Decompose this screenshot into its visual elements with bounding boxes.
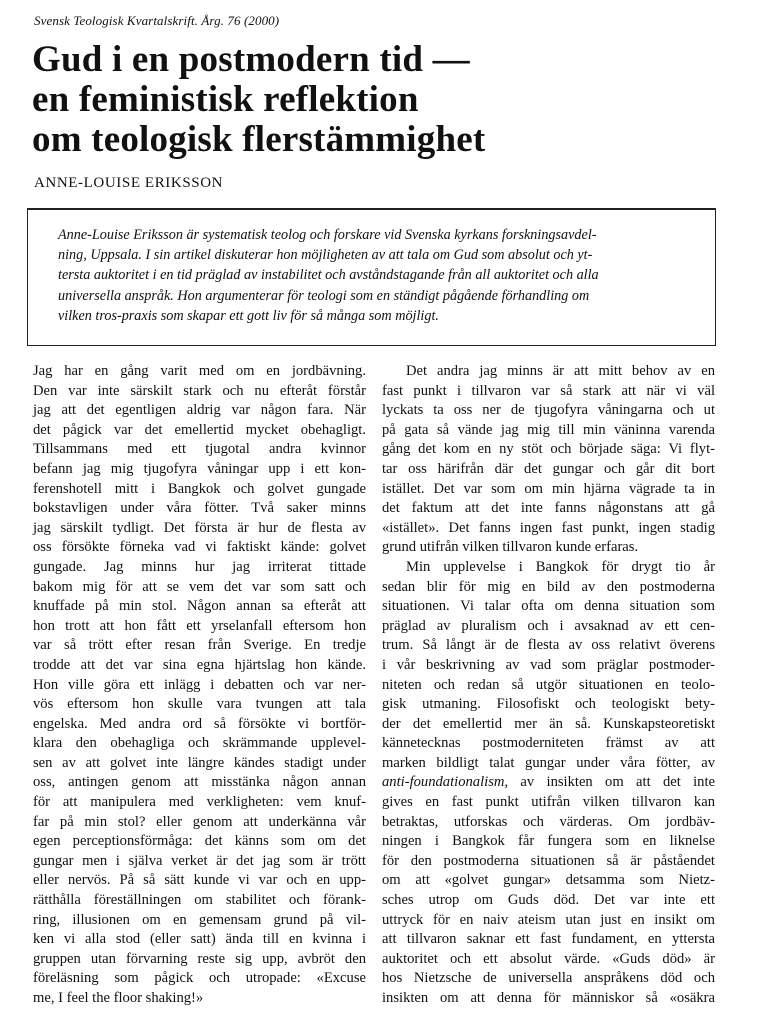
- body-line: niteten och redan så utgör situationen en teolo-: [382, 676, 715, 693]
- article-title: [32, 40, 485, 160]
- body-line: ken vi alla stod (eller satt) ända till en kvinna i: [33, 931, 366, 948]
- body-line: hos Nietzsche de universella anspråkens död och: [382, 970, 715, 987]
- body-line: grund utifrån vilken tillvaron kunde erfaras.: [382, 539, 639, 556]
- body-line: engelska. Med andra ord så försökte vi bortför-: [33, 715, 366, 732]
- body-line: situationen. Vi talar ofta om denna situation som: [382, 598, 715, 615]
- abstract-line: tersta auktoritet i en tid präglad av instabilitet och avståndstagande från all auktoritet och alla: [58, 267, 599, 284]
- body-line: egen perceptionsförmåga: det känns som om det: [33, 833, 366, 850]
- body-line: rätthålla föreställningen om stabilitet och förank-: [33, 892, 366, 909]
- body-line: hon trott att hon fått ett yrselanfall eftersom hon: [33, 617, 366, 634]
- body-line: Hon ville göra ett inlägg i debatten och var ner-: [33, 676, 366, 693]
- body-line: bakom mig för att se vem det var som satt och: [33, 578, 366, 595]
- body-line: vös eftersom hon skulle vara tvungen att tala: [33, 696, 366, 713]
- body-line: sen av att golvet inte längre kändes stadigt under: [33, 754, 366, 771]
- body-line: [382, 773, 715, 793]
- body-line: befann jag mig tjugofyra våningar upp i ett kon-: [33, 460, 366, 477]
- title-line: om teologisk flerstämmighet: [32, 119, 486, 160]
- abstract-line: universella anspråk. Hon argumenterar för teologi som en ständigt pågående förhandling om: [58, 287, 590, 304]
- body-line: trum. Så långt är de flesta av oss relativt överens: [382, 637, 715, 654]
- body-line: sches utrop om Guds död. Det var inte ett: [382, 892, 715, 909]
- body-line: bokstavligen under våra fötter. Två saker minns: [33, 500, 366, 517]
- body-line: oss, antingen genom att misstänka någon annan: [33, 774, 366, 791]
- abstract-line: vilken tros-praxis som skapar ett gott liv för så många som möjligt.: [58, 307, 439, 324]
- body-line: eller nervös. På så sätt kunde vi var och en upp-: [33, 872, 366, 889]
- body-line: fast punkt i tillvaron var så stark att när vi väl: [382, 382, 715, 399]
- body-line: präglad av pluralism och i avsaknad av ett cen-: [382, 617, 715, 634]
- abstract-box: [27, 208, 716, 346]
- body-line: på gata så vände jag mig till min väninna varenda: [382, 421, 715, 438]
- body-line: insikten om att denna för människor så «osäkra: [382, 990, 715, 1006]
- body-line: klara den obehagliga och skrämmande upplevel-: [33, 735, 366, 752]
- body-line: föreläsning som pågick och utropade: «Excuse: [33, 970, 366, 987]
- body-line: Det andra jag minns är att mitt behov av en: [406, 363, 715, 379]
- body-line: «istället». Det fanns ingen fast punkt, ingen stadig: [382, 519, 715, 536]
- body-line: ring, illusionen om en gemensam grund på vil-: [33, 911, 366, 928]
- body-line: der det emellertid mer än så. Kunskapsteoretiskt: [382, 715, 715, 732]
- body-line: var så trött efter resan från Sverige. En tredje: [33, 637, 366, 654]
- body-line: marken bildligt talat gungar under våra fötter, av: [382, 754, 715, 771]
- body-column-left: [33, 362, 366, 1009]
- italic-term: anti-foundationalism: [382, 774, 505, 791]
- body-column-right: [382, 362, 715, 1009]
- body-line: far på min stol? eller genom att underkänna vår: [33, 813, 366, 830]
- body-line: för att manipulera med verkligheten: vem knuf-: [33, 794, 366, 811]
- body-line: det faktum att det inte fanns någonstans att gå: [382, 500, 715, 517]
- body-line: Jag har en gång varit med om en jordbävning.: [33, 363, 366, 379]
- running-head: Svensk Teologisk Kvartalskrift. Årg. 76 (2000): [34, 13, 280, 28]
- body-line: gungar men i själva verket är det jag som är trött: [33, 852, 366, 869]
- body-line: istället. Det var som om min hjärna vägrade ta in: [382, 480, 715, 497]
- body-line: ningen i Bangkok får fungera som en liknelse: [382, 833, 715, 850]
- body-line: för den postmoderna situationen så är påståendet: [382, 852, 715, 869]
- title-line: en feministisk reflektion: [32, 79, 419, 120]
- body-line: kännetecknas postmoderniteten främst av att: [382, 735, 715, 752]
- abstract-line: Anne-Louise Eriksson är systematisk teolog och forskare vid Svenska kyrkans forskningsavdel-: [58, 227, 597, 243]
- body-line: uttryck för en naiv ateism utan just en insikt om: [382, 911, 715, 928]
- body-line: tar oss härifrån där det gungar och går dit bort: [382, 460, 715, 477]
- body-line: oss försökte förneka vad vi faktiskt kände: golvet: [33, 539, 366, 556]
- abstract-line: ning, Uppsala. I sin artikel diskuterar hon möjligheten av att tala om Gud som absolut och yt-: [58, 247, 593, 264]
- body-line: lyckats ta oss ner de tjugofyra våningarna och ut: [382, 402, 715, 419]
- abstract-text: [58, 225, 688, 326]
- body-line: att tillvaron saknar ett fast fundament, en yttersta: [382, 931, 715, 948]
- body-line: gungade. Jag minns hur jag irriterat tittade: [33, 558, 366, 575]
- body-line: betraktas, utforskas och värderas. Om jordbäv-: [382, 813, 715, 830]
- body-line: me, I feel the floor shaking!»: [33, 990, 204, 1006]
- author-name: ANNE-LOUISE ERIKSSON: [34, 175, 224, 191]
- body-line: Tillsammans med ett tjugotal andra kvinnor: [33, 441, 366, 458]
- body-line: gives en fast punkt utifrån vilken tillvaron kan: [382, 794, 715, 811]
- body-line: ferenshotell mitt i Bangkok och golvet gungade: [33, 480, 366, 497]
- body-line: auktoritet och ett absolut värde. «Guds död» är: [382, 950, 715, 967]
- body-line-rest: , av insikten om att det inte: [504, 774, 715, 791]
- body-line: Min upplevelse i Bangkok för drygt tio år: [406, 558, 715, 575]
- body-line: jag särskilt tydligt. Det första är hur de flesta av: [33, 519, 366, 536]
- body-line: Den var inte särskilt stark och nu efteråt förstår: [33, 382, 366, 399]
- body-line: jag att det egentligen aldrig var någon fara. När: [33, 402, 366, 419]
- body-line: gång det kom en ny stöt och började säga: Vi flyt-: [382, 441, 715, 458]
- body-line: knuffade på min stol. Någon annan sa efteråt att: [33, 598, 366, 615]
- body-line: gisk utmaning. Filosofiskt och teologiskt bety-: [382, 696, 715, 713]
- body-line: sedan blir för mig en bild av den postmoderna: [382, 578, 715, 595]
- title-line: Gud i en postmodern tid —: [32, 39, 470, 80]
- body-line: det pågick var det emellertid mycket obehagligt.: [33, 421, 366, 438]
- body-line: i vår beskrivning av vad som präglar postmoder-: [382, 656, 715, 673]
- body-line: om att «golvet gungar» detsamma som Nietz-: [382, 872, 715, 889]
- body-line: trodde att det var sina egna hjärtslag hon kände.: [33, 656, 366, 673]
- body-line: gruppen utan förvarning reste sig upp, avbröt den: [33, 950, 366, 967]
